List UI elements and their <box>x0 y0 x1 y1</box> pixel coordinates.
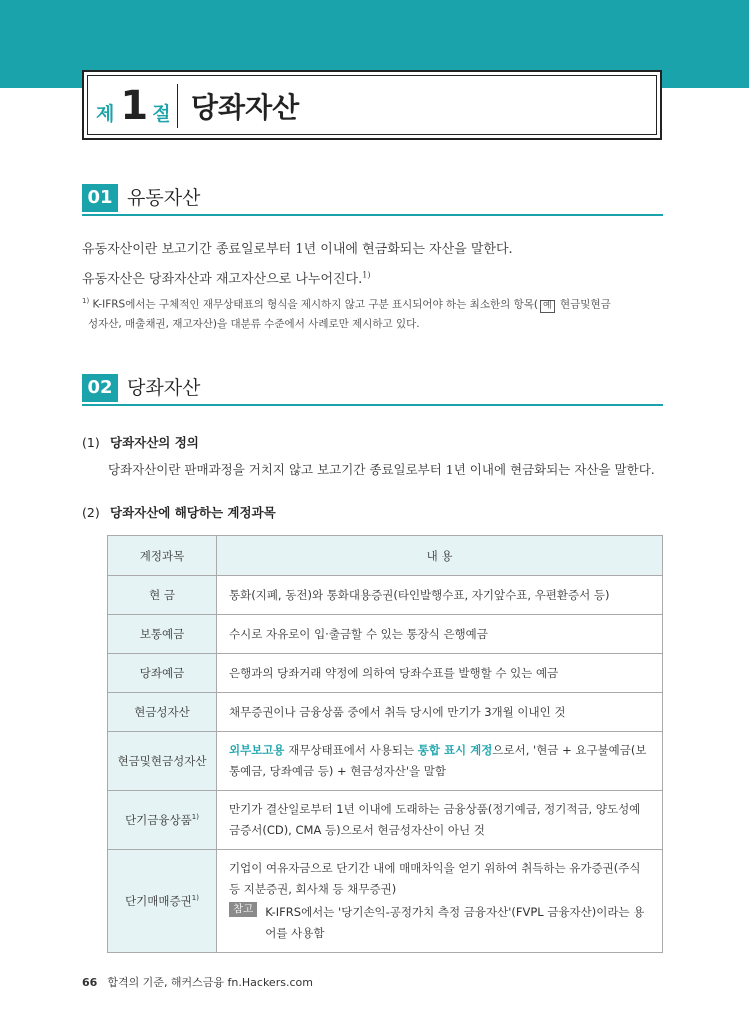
section-heading-01 <box>82 184 663 216</box>
subheading-2: (2) 당좌자산에 해당하는 계정과목 <box>82 505 276 520</box>
paragraph: 당좌자산이란 판매과정을 거치지 않고 보고기간 종료일로부터 1년 이내에 현금화되는 자산을 말한다. <box>108 462 655 477</box>
highlight-text: 통합 표시 계정 <box>417 743 493 757</box>
paragraph: 유동자산이란 보고기간 종료일로부터 1년 이내에 현금화되는 자산을 말한다. <box>82 242 513 257</box>
subheading-1: (1) 당좌자산의 정의 <box>82 435 199 450</box>
table-row: 보통예금 수시로 자유로이 입·출금할 수 있는 통장식 은행예금 <box>108 615 663 654</box>
reference-note: 참고 K-IFRS에서는 '당기손익-공정가치 측정 금융자산'(FVPL 금융자산)이라는 용어를 사용함 <box>229 902 650 944</box>
table-header-cell: 계정과목 <box>108 536 217 576</box>
chapter-header-box <box>82 70 662 140</box>
table-row: 단기금융상품$^{1)}$ 만기가 결산일로부터 1년 이내에 도래하는 금융상품(정기예금, 정기적금, 양도성예금증서(CD), CMA 등)으로서 현금성자산이 아닌 것 <box>108 791 663 850</box>
highlight-text: 외부보고용 <box>229 743 285 757</box>
table-header-cell: 내 용 <box>217 536 663 576</box>
footnote: $^{1)}$ K-IFRS에서는 구체적인 재무상태표의 형식을 제시하지 않고 구분 표시되어야 하는 최소한의 항목( 예 현금및현금 성자산, 매출채권, 재고자산)을 대분류 수준에서 사례로만 제시하고 있다. <box>82 297 611 330</box>
page-footer <box>82 974 313 990</box>
table-header-row <box>108 536 663 576</box>
table-row: 현금성자산 채무증권이나 금융상품 중에서 취득 당시에 만기가 3개월 이내인 것 <box>108 693 663 732</box>
footer-text: 합격의 기준, 해커스금융 fn.Hackers.com <box>107 976 313 989</box>
section-heading-02 <box>82 374 663 406</box>
section-title: 당좌자산 <box>127 377 201 399</box>
table-row: 현금및현금성자산 외부보고용 재무상태표에서 사용되는 통합 표시 계정으로서, '현금 + 요구불예금(보통예금, 당좌예금 등) + 현금성자산'을 말함 <box>108 732 663 791</box>
chapter-title: 당좌자산 <box>191 91 300 124</box>
table-row: 현 금 통화(지폐, 동전)와 통화대용증권(타인발행수표, 자기앞수표, 우편환증서 등) <box>108 576 663 615</box>
example-badge: 예 <box>540 300 555 313</box>
section-title: 유동자산 <box>127 187 201 209</box>
chapter-divider <box>177 84 178 128</box>
chapter-number: 제 1 절 <box>96 83 171 129</box>
table-row: 단기매매증권$^{1)}$ 기업이 여유자금으로 단기간 내에 매매차익을 얻기 위하여 취득하는 유가증권(주식 등 지분증권, 회사채 등 채무증권) 참고 K-IFRS에서는 '당기손익-공정가치 측정 금융자산'(FVPL 금융자산)이라는 용어를 사용함 <box>108 850 663 953</box>
page-number: 66 <box>82 976 98 989</box>
paragraph: 유동자산은 당좌자산과 재고자산으로 나누어진다.$^{1)}$ <box>82 270 371 287</box>
section-number: 02 <box>82 374 118 402</box>
reference-badge: 참고 <box>229 902 257 917</box>
table-row: 당좌예금 은행과의 당좌거래 약정에 의하여 당좌수표를 발행할 수 있는 예금 <box>108 654 663 693</box>
section-number: 01 <box>82 184 118 212</box>
footnote-ref: 1) <box>362 270 371 280</box>
account-table <box>107 535 663 953</box>
